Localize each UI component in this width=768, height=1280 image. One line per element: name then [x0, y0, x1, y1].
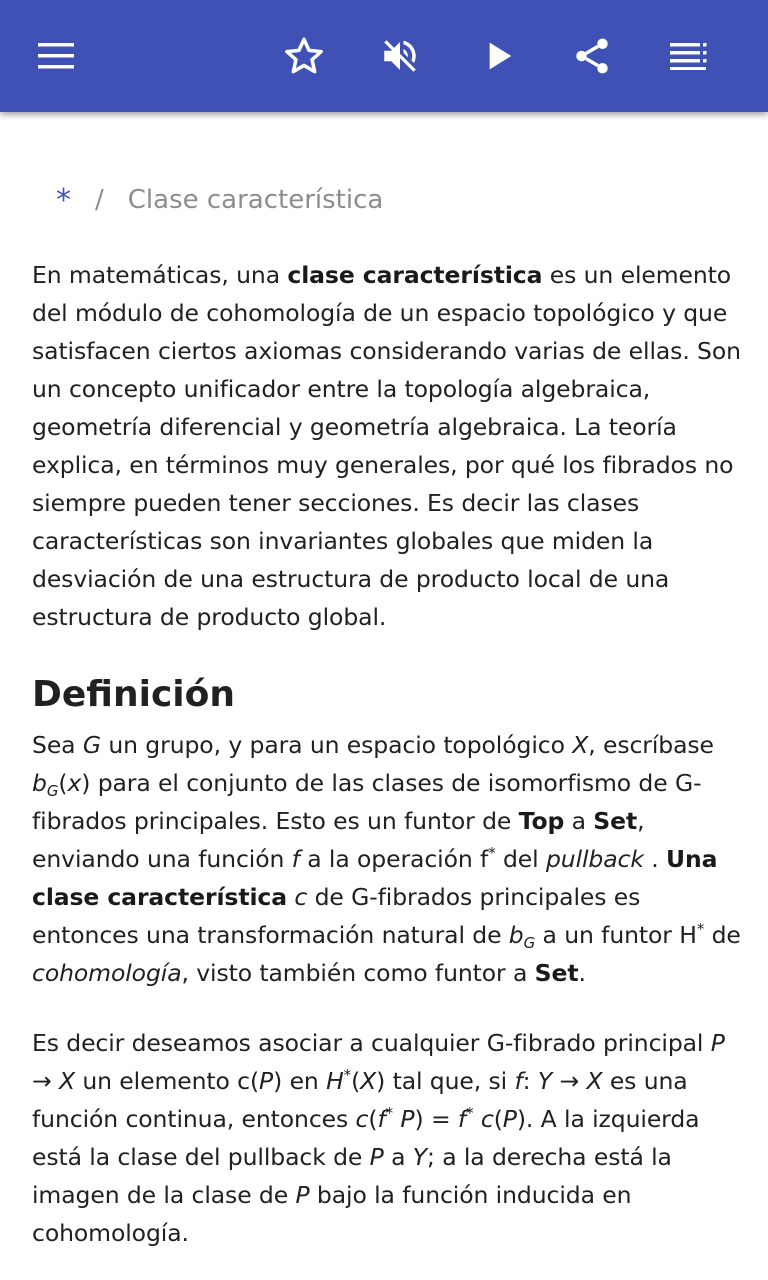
star-icon[interactable] [276, 28, 332, 84]
breadcrumb-current: Clase característica [127, 185, 384, 215]
bold-term: clase característica [287, 261, 543, 289]
menu-icon[interactable] [28, 28, 84, 84]
list-menu-icon[interactable] [660, 28, 716, 84]
breadcrumb-home-link[interactable]: * [56, 182, 71, 218]
volume-off-icon[interactable] [372, 28, 428, 84]
section-heading: Definición [32, 674, 235, 715]
intro-paragraph: En matemáticas, una clase característica es un elemento del módulo de cohomología de un espacio topológico y que satisfacen ciertos axiomas considerando varias de ellas. Son un concepto unificador entre la topología algebraica, geometría diferencial y geometría algebraica. La teoría explica, en términos muy generales, por qué los fibrados no siempre pueden tener secciones. Es decir las clases características son invariantes globales que miden la desviación de una estructura de producto local de una estructura de producto global. [32, 261, 741, 631]
breadcrumb-separator: / [95, 185, 104, 215]
share-icon[interactable] [564, 28, 620, 84]
definition-paragraph-2: Es decir deseamos asociar a cualquier G-fibrado principal P → X un elemento c(P) en H*(X) tal que, si f: Y → X es una función continua, entonces c(f* P) = f* c(P). A la izquierda está la clase del pullback de P a Y; a la derecha está la imagen de la clase de P bajo la función inducida en cohomología. [32, 1029, 725, 1247]
article-content [32, 256, 744, 1247]
definition-paragraph: Sea G un grupo, y para un espacio topológico X, escríbase $b_G(x)$ para el conjunto de las clases de isomorfismo de G-fibrados principales. Esto es un funtor de Top a Set, enviando una función f a la operación f* del pullback . Una clase característica c de G-fibrados principales es entonces una transformación natural de $b_G$ a un funtor H* de cohomología, visto también como funtor a Set. [32, 731, 741, 987]
play-icon[interactable] [470, 28, 526, 84]
breadcrumb [56, 180, 383, 220]
app-toolbar [0, 0, 768, 112]
